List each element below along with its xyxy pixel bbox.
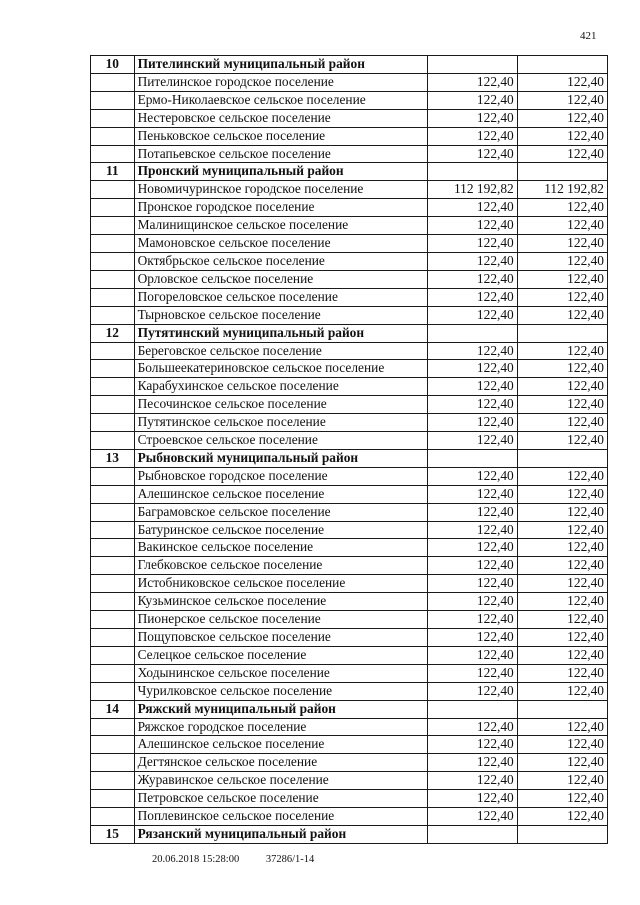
- row-number-cell: [91, 270, 135, 288]
- settlement-row: [91, 109, 608, 127]
- row-name-cell: Пионерское сельское поселение: [134, 611, 427, 629]
- row-value-1-cell: 122,40: [427, 593, 517, 611]
- row-name-cell: Кузьминское сельское поселение: [134, 593, 427, 611]
- row-value-2-cell: 122,40: [517, 91, 607, 109]
- row-value-1-cell: [427, 56, 517, 74]
- row-value-2-cell: 122,40: [517, 539, 607, 557]
- row-number-cell: [91, 539, 135, 557]
- row-value-1-cell: 122,40: [427, 629, 517, 647]
- district-row: [91, 449, 608, 467]
- row-number-cell: [91, 145, 135, 163]
- row-value-1-cell: 122,40: [427, 235, 517, 253]
- row-value-1-cell: 122,40: [427, 252, 517, 270]
- row-value-2-cell: 122,40: [517, 360, 607, 378]
- row-value-1-cell: 122,40: [427, 557, 517, 575]
- settlements-table: [90, 55, 608, 844]
- row-number-cell: [91, 414, 135, 432]
- row-value-1-cell: 122,40: [427, 378, 517, 396]
- row-name-cell: Ходынинское сельское поселение: [134, 664, 427, 682]
- row-number-cell: [91, 360, 135, 378]
- row-value-2-cell: 122,40: [517, 790, 607, 808]
- row-number-cell: [91, 736, 135, 754]
- row-value-2-cell: 122,40: [517, 503, 607, 521]
- row-value-2-cell: [517, 56, 607, 74]
- row-value-2-cell: 122,40: [517, 396, 607, 414]
- row-number-cell: [91, 127, 135, 145]
- row-value-1-cell: [427, 700, 517, 718]
- row-value-1-cell: 122,40: [427, 467, 517, 485]
- row-value-1-cell: 122,40: [427, 772, 517, 790]
- settlement-row: [91, 73, 608, 91]
- settlement-row: [91, 342, 608, 360]
- row-number-cell: [91, 378, 135, 396]
- row-number-cell: [91, 718, 135, 736]
- settlement-row: [91, 127, 608, 145]
- row-number-cell: 10: [91, 56, 135, 74]
- row-number-cell: [91, 521, 135, 539]
- row-value-1-cell: 122,40: [427, 575, 517, 593]
- row-value-1-cell: [427, 163, 517, 181]
- row-name-cell: Селецкое сельское поселение: [134, 646, 427, 664]
- row-value-1-cell: 122,40: [427, 199, 517, 217]
- row-value-2-cell: 122,40: [517, 629, 607, 647]
- row-name-cell: Потапьевское сельское поселение: [134, 145, 427, 163]
- row-number-cell: [91, 181, 135, 199]
- row-name-cell: Путятинский муниципальный район: [134, 324, 427, 342]
- settlement-row: [91, 91, 608, 109]
- row-number-cell: [91, 306, 135, 324]
- settlement-row: [91, 217, 608, 235]
- row-value-2-cell: 122,40: [517, 288, 607, 306]
- row-value-2-cell: 122,40: [517, 467, 607, 485]
- row-value-1-cell: 122,40: [427, 127, 517, 145]
- settlement-row: [91, 646, 608, 664]
- settlement-row: [91, 306, 608, 324]
- row-value-1-cell: 122,40: [427, 611, 517, 629]
- row-name-cell: Карабухинское сельское поселение: [134, 378, 427, 396]
- row-value-1-cell: 122,40: [427, 91, 517, 109]
- row-number-cell: [91, 342, 135, 360]
- settlement-row: [91, 396, 608, 414]
- row-number-cell: [91, 235, 135, 253]
- settlement-row: [91, 521, 608, 539]
- page-number: 421: [580, 30, 597, 42]
- district-row: [91, 825, 608, 843]
- row-name-cell: Ермо-Николаевское сельское поселение: [134, 91, 427, 109]
- row-name-cell: Песочинское сельское поселение: [134, 396, 427, 414]
- settlement-row: [91, 754, 608, 772]
- row-name-cell: Ряжское городское поселение: [134, 718, 427, 736]
- row-number-cell: [91, 91, 135, 109]
- row-value-2-cell: 122,40: [517, 432, 607, 450]
- settlement-row: [91, 235, 608, 253]
- row-name-cell: Пителинское городское поселение: [134, 73, 427, 91]
- row-number-cell: 15: [91, 825, 135, 843]
- row-value-2-cell: 122,40: [517, 306, 607, 324]
- row-number-cell: [91, 73, 135, 91]
- row-value-2-cell: 122,40: [517, 252, 607, 270]
- row-name-cell: Погореловское сельское поселение: [134, 288, 427, 306]
- row-value-2-cell: 122,40: [517, 521, 607, 539]
- row-name-cell: Чурилковское сельское поселение: [134, 682, 427, 700]
- row-number-cell: [91, 485, 135, 503]
- settlement-row: [91, 360, 608, 378]
- row-value-1-cell: 122,40: [427, 682, 517, 700]
- row-value-2-cell: [517, 163, 607, 181]
- row-name-cell: Алешинское сельское поселение: [134, 736, 427, 754]
- row-name-cell: Рязанский муниципальный район: [134, 825, 427, 843]
- row-value-2-cell: 112 192,82: [517, 181, 607, 199]
- row-value-1-cell: 122,40: [427, 808, 517, 826]
- row-number-cell: [91, 217, 135, 235]
- row-value-2-cell: 122,40: [517, 199, 607, 217]
- row-number-cell: [91, 754, 135, 772]
- row-name-cell: Строевское сельское поселение: [134, 432, 427, 450]
- settlement-row: [91, 414, 608, 432]
- footer-datetime: 20.06.2018 15:28:00: [152, 854, 240, 865]
- settlement-row: [91, 557, 608, 575]
- row-number-cell: 11: [91, 163, 135, 181]
- row-value-1-cell: 122,40: [427, 270, 517, 288]
- row-value-1-cell: 122,40: [427, 360, 517, 378]
- settlement-row: [91, 199, 608, 217]
- settlement-row: [91, 485, 608, 503]
- row-number-cell: [91, 557, 135, 575]
- row-name-cell: Ряжский муниципальный район: [134, 700, 427, 718]
- settlement-row: [91, 432, 608, 450]
- row-value-2-cell: [517, 324, 607, 342]
- row-number-cell: [91, 432, 135, 450]
- row-value-2-cell: [517, 825, 607, 843]
- settlement-row: [91, 611, 608, 629]
- settlement-row: [91, 790, 608, 808]
- row-number-cell: [91, 252, 135, 270]
- row-value-1-cell: 122,40: [427, 754, 517, 772]
- row-name-cell: Тырновское сельское поселение: [134, 306, 427, 324]
- settlement-row: [91, 181, 608, 199]
- row-name-cell: Нестеровское сельское поселение: [134, 109, 427, 127]
- row-name-cell: Пощуповское сельское поселение: [134, 629, 427, 647]
- row-value-1-cell: 122,40: [427, 109, 517, 127]
- row-name-cell: Баграмовское сельское поселение: [134, 503, 427, 521]
- row-name-cell: Вакинское сельское поселение: [134, 539, 427, 557]
- settlement-row: [91, 252, 608, 270]
- settlement-row: [91, 736, 608, 754]
- row-value-2-cell: 122,40: [517, 772, 607, 790]
- row-value-1-cell: [427, 449, 517, 467]
- row-name-cell: Береговское сельское поселение: [134, 342, 427, 360]
- row-number-cell: [91, 611, 135, 629]
- row-value-1-cell: 112 192,82: [427, 181, 517, 199]
- row-name-cell: Рыбновское городское поселение: [134, 467, 427, 485]
- row-value-1-cell: 122,40: [427, 396, 517, 414]
- row-name-cell: Путятинское сельское поселение: [134, 414, 427, 432]
- row-number-cell: [91, 664, 135, 682]
- row-number-cell: [91, 467, 135, 485]
- row-value-2-cell: 122,40: [517, 127, 607, 145]
- row-value-2-cell: [517, 700, 607, 718]
- row-number-cell: [91, 808, 135, 826]
- row-name-cell: Пителинский муниципальный район: [134, 56, 427, 74]
- row-name-cell: Пронское городское поселение: [134, 199, 427, 217]
- settlement-row: [91, 145, 608, 163]
- row-number-cell: [91, 682, 135, 700]
- row-value-2-cell: 122,40: [517, 217, 607, 235]
- row-name-cell: Большеекатериновское сельское поселение: [134, 360, 427, 378]
- row-number-cell: [91, 646, 135, 664]
- row-value-2-cell: 122,40: [517, 235, 607, 253]
- row-value-1-cell: 122,40: [427, 646, 517, 664]
- row-name-cell: Рыбновский муниципальный район: [134, 449, 427, 467]
- settlement-row: [91, 503, 608, 521]
- row-value-1-cell: [427, 825, 517, 843]
- row-number-cell: [91, 503, 135, 521]
- row-name-cell: Мамоновское сельское поселение: [134, 235, 427, 253]
- row-value-1-cell: 122,40: [427, 736, 517, 754]
- row-value-2-cell: 122,40: [517, 557, 607, 575]
- row-value-1-cell: 122,40: [427, 432, 517, 450]
- row-name-cell: Дегтянское сельское поселение: [134, 754, 427, 772]
- district-row: [91, 56, 608, 74]
- row-value-2-cell: 122,40: [517, 485, 607, 503]
- row-name-cell: Журавинское сельское поселение: [134, 772, 427, 790]
- row-value-2-cell: 122,40: [517, 145, 607, 163]
- row-number-cell: [91, 772, 135, 790]
- settlement-row: [91, 772, 608, 790]
- row-value-2-cell: 122,40: [517, 736, 607, 754]
- row-name-cell: Петровское сельское поселение: [134, 790, 427, 808]
- row-number-cell: [91, 575, 135, 593]
- row-value-2-cell: 122,40: [517, 808, 607, 826]
- district-row: [91, 324, 608, 342]
- row-value-1-cell: 122,40: [427, 539, 517, 557]
- row-value-2-cell: 122,40: [517, 378, 607, 396]
- settlement-row: [91, 378, 608, 396]
- row-value-1-cell: 122,40: [427, 718, 517, 736]
- row-name-cell: Поплевинское сельское поселение: [134, 808, 427, 826]
- row-value-1-cell: 122,40: [427, 73, 517, 91]
- row-name-cell: Новомичуринское городское поселение: [134, 181, 427, 199]
- row-number-cell: [91, 629, 135, 647]
- settlement-row: [91, 682, 608, 700]
- row-value-2-cell: 122,40: [517, 646, 607, 664]
- row-value-2-cell: 122,40: [517, 593, 607, 611]
- settlement-row: [91, 270, 608, 288]
- row-value-2-cell: 122,40: [517, 342, 607, 360]
- row-value-1-cell: 122,40: [427, 521, 517, 539]
- row-name-cell: Орловское сельское поселение: [134, 270, 427, 288]
- row-value-1-cell: 122,40: [427, 217, 517, 235]
- settlement-row: [91, 629, 608, 647]
- row-value-2-cell: 122,40: [517, 718, 607, 736]
- settlement-row: [91, 808, 608, 826]
- row-number-cell: [91, 109, 135, 127]
- row-value-2-cell: 122,40: [517, 664, 607, 682]
- row-value-2-cell: 122,40: [517, 414, 607, 432]
- row-value-1-cell: 122,40: [427, 503, 517, 521]
- row-name-cell: Октябрьское сельское поселение: [134, 252, 427, 270]
- row-value-1-cell: 122,40: [427, 485, 517, 503]
- row-name-cell: Пеньковское сельское поселение: [134, 127, 427, 145]
- settlement-row: [91, 288, 608, 306]
- district-row: [91, 700, 608, 718]
- row-value-2-cell: 122,40: [517, 270, 607, 288]
- row-number-cell: [91, 790, 135, 808]
- row-value-1-cell: 122,40: [427, 342, 517, 360]
- row-value-1-cell: 122,40: [427, 790, 517, 808]
- row-value-1-cell: 122,40: [427, 306, 517, 324]
- row-value-2-cell: 122,40: [517, 73, 607, 91]
- settlement-row: [91, 575, 608, 593]
- row-number-cell: [91, 199, 135, 217]
- row-number-cell: [91, 288, 135, 306]
- row-name-cell: Глебковское сельское поселение: [134, 557, 427, 575]
- row-value-2-cell: 122,40: [517, 575, 607, 593]
- row-value-2-cell: 122,40: [517, 611, 607, 629]
- row-number-cell: 13: [91, 449, 135, 467]
- row-value-1-cell: 122,40: [427, 145, 517, 163]
- row-value-1-cell: 122,40: [427, 414, 517, 432]
- row-value-1-cell: [427, 324, 517, 342]
- settlement-row: [91, 467, 608, 485]
- row-number-cell: 14: [91, 700, 135, 718]
- row-number-cell: [91, 396, 135, 414]
- footer: [152, 854, 338, 865]
- row-name-cell: Истобниковское сельское поселение: [134, 575, 427, 593]
- row-name-cell: Малинищинское сельское поселение: [134, 217, 427, 235]
- row-value-1-cell: 122,40: [427, 664, 517, 682]
- row-value-2-cell: 122,40: [517, 754, 607, 772]
- row-number-cell: [91, 593, 135, 611]
- row-name-cell: Алешинское сельское поселение: [134, 485, 427, 503]
- row-value-2-cell: 122,40: [517, 109, 607, 127]
- settlement-row: [91, 593, 608, 611]
- settlement-row: [91, 718, 608, 736]
- row-value-1-cell: 122,40: [427, 288, 517, 306]
- table-body: [91, 56, 608, 844]
- footer-doc-id: 37286/1-14: [265, 854, 315, 865]
- row-number-cell: 12: [91, 324, 135, 342]
- district-row: [91, 163, 608, 181]
- row-name-cell: Батуринское сельское поселение: [134, 521, 427, 539]
- settlement-row: [91, 539, 608, 557]
- row-name-cell: Пронский муниципальный район: [134, 163, 427, 181]
- settlement-row: [91, 664, 608, 682]
- row-value-2-cell: [517, 449, 607, 467]
- row-value-2-cell: 122,40: [517, 682, 607, 700]
